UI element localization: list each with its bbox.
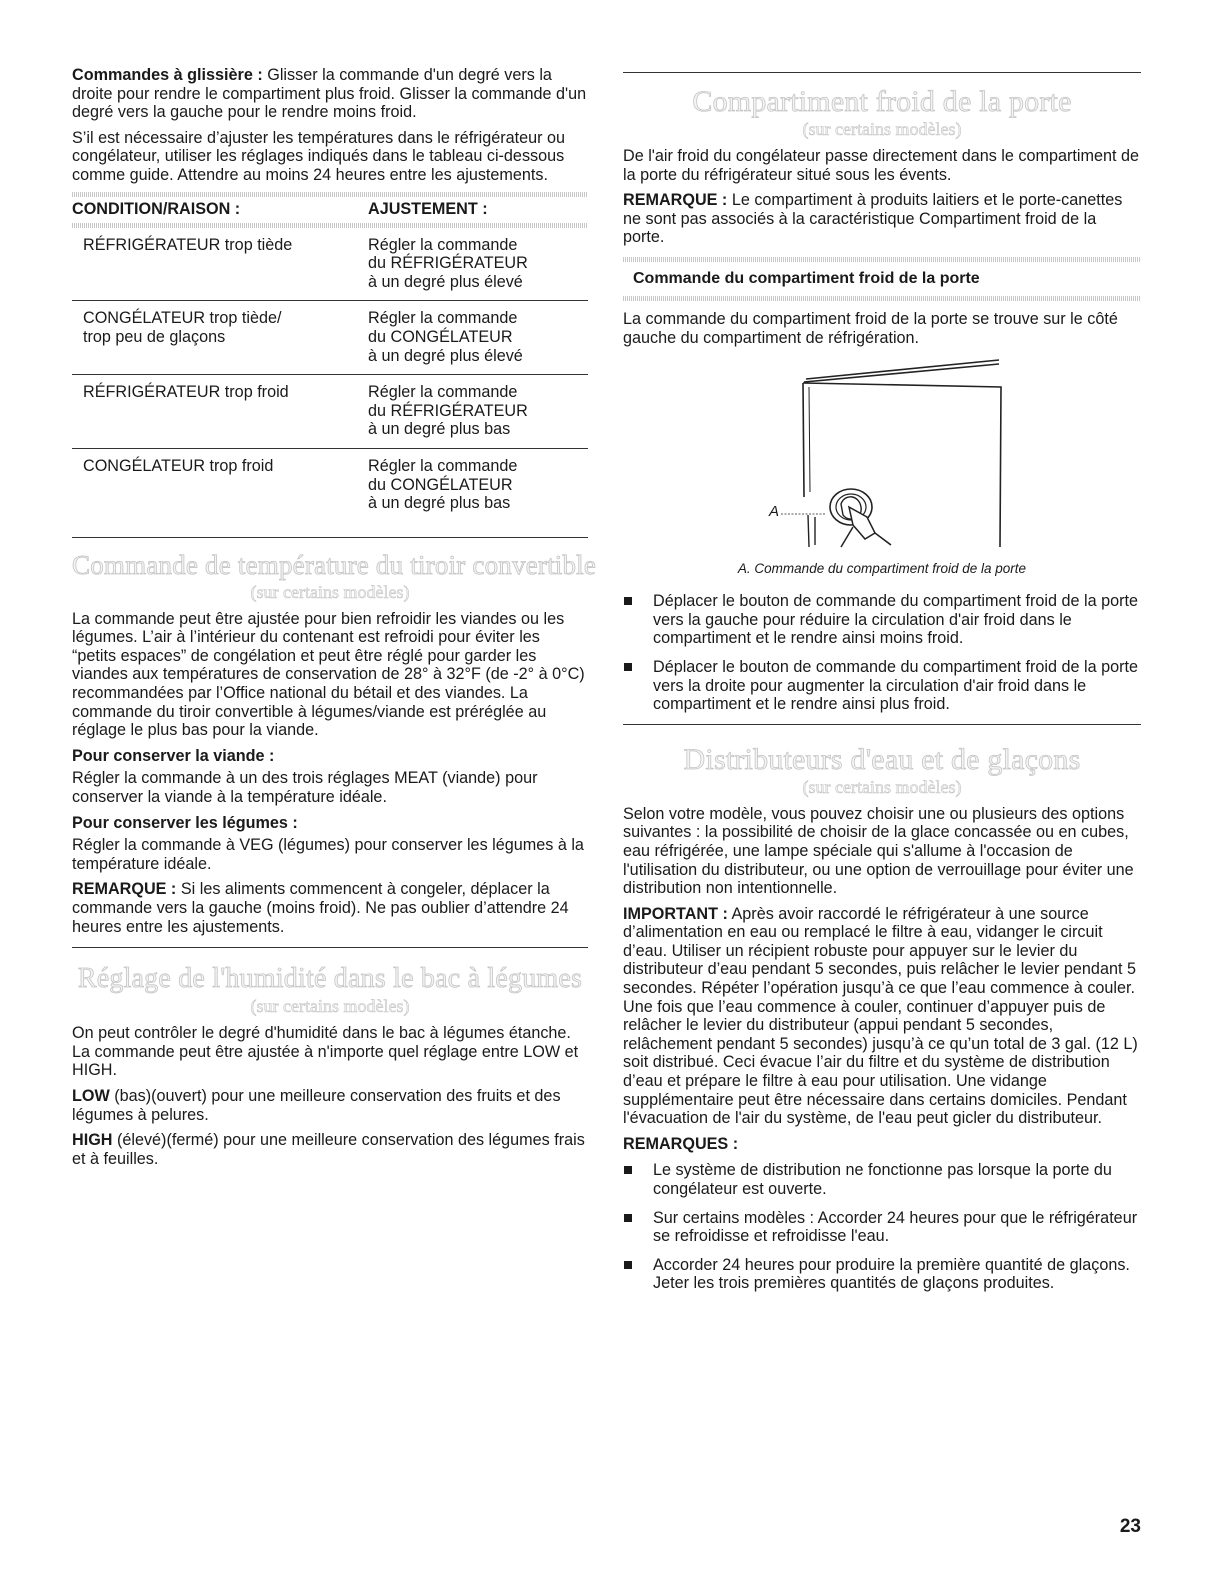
door-note: REMARQUE : Le compartiment à produits laitiers et le porte-canettes ne sont pas associés à la caractéristique Compartiment froid de la porte. xyxy=(623,191,1123,247)
table-header-row xyxy=(72,197,588,223)
adjustment-header: AJUSTEMENT : xyxy=(368,199,488,218)
list-item: Sur certains modèles : Accorder 24 heures pour que le réfrigérateur se refroidisse et refroidisse l'eau. xyxy=(623,1209,1141,1246)
slide-controls-text: Glisser la commande d'un degré vers la droite pour rendre le compartiment plus froid. Glisser la commande d'un degré vers la gauche pour le rendre moins froid. xyxy=(72,66,587,122)
high-paragraph: HIGH (élevé)(fermé) pour une meilleure conservation des légumes frais et à feuilles. xyxy=(72,1131,585,1168)
door-control-illustration xyxy=(623,357,1141,557)
condition-cell: RÉFRIGÉRATEUR trop tiède xyxy=(72,228,368,301)
door-control-paragraph: La commande du compartiment froid de la porte se trouve sur le côté gauche du compartiment de réfrigération. xyxy=(623,309,1118,347)
important-paragraph: IMPORTANT : Après avoir raccordé le réfrigérateur à une source d’alimentation en eau ou remplacé le filtre à eau, vidanger le circuit d’eau. Utiliser un récipient robuste pour appuyer sur le levier du distributeur d’eau pendant 5 secondes, puis relâcher le levier pendant 5 secondes. Répéter l’opération jusqu’à ce que l’eau commence à couler. Une fois que l’eau commence à couler, continuer d’appuyer puis de relâcher le levier du distributeur (appui pendant 5 secondes, relâchement pendant 5 secondes) jusqu’à ce qu’un total de 3 gal. (12 L) soit distribué. Ceci évacue l’air du filtre et du système de distribution d’eau et prépare le filtre à eau pour utilisation. Une vidange supplémentaire peut être nécessaire dans certains domiciles. Pendant l'évacuation de l'air du système, de l'eau peut gicler du distributeur. xyxy=(623,904,1138,1128)
adjustment-cell: Régler la commande du CONGÉLATEUR à un degré plus élevé xyxy=(368,301,588,375)
remarks-heading: REMARQUES : xyxy=(623,1134,739,1153)
door-control-subheading: Commande du compartiment froid de la porte xyxy=(633,269,980,287)
bullet-icon xyxy=(624,1261,632,1269)
table-row xyxy=(72,375,588,449)
drawer-paragraph: La commande peut être ajustée pour bien refroidir les viandes ou les légumes. L’air à l’intérieur du contenant est refroidi pour éviter les “petits espaces” de congélation et peut être réglé pour garder les viandes aux températures de conservation de 28° à 32°F (de -2° à 0°C) recommandées par l’Office national du bétail et des viandes. La commande du tiroir convertible à légumes/viande est préréglée au réglage le plus bas pour la viande. xyxy=(72,609,585,740)
bullet-icon xyxy=(624,597,632,605)
drawer-section-subtitle: (sur certains modèles) xyxy=(250,581,410,602)
list-item: Déplacer le bouton de commande du compartiment froid de la porte vers la gauche pour réduire la circulation d'air froid dans le compartiment et le rendre ainsi moins froid. xyxy=(623,592,1141,648)
dispensers-paragraph: Selon votre modèle, vous pouvez choisir une ou plusieurs des options suivantes : la possibilité de choisir de la glace concassée ou en cubes, eau réfrigérée, une lampe spéciale qui s'allume à l'occasion de l'utilisation du distributeur, ou une option de verrouillage pour éviter une distribution non intentionnelle. xyxy=(623,804,1134,898)
veg-heading: Pour conserver les légumes : xyxy=(72,813,298,832)
section-divider xyxy=(623,72,1141,73)
bullet-icon xyxy=(624,1166,632,1174)
right-column xyxy=(623,72,1141,1303)
humidity-section-title: Réglage de l'humidité dans le bac à légumes xyxy=(77,963,583,995)
table-row xyxy=(72,228,588,301)
meat-paragraph: Régler la commande à un des trois réglages MEAT (viande) pour conserver la viande à la température idéale. xyxy=(72,769,538,807)
section-divider xyxy=(72,947,588,948)
door-paragraph: De l'air froid du congélateur passe directement dans le compartiment de la porte du réfrigérateur situé sous les évents. xyxy=(623,147,1139,184)
door-section-subtitle: (sur certains modèles) xyxy=(802,119,962,139)
meat-heading: Pour conserver la viande : xyxy=(72,746,275,765)
adjustment-cell: Régler la commande du CONGÉLATEUR à un degré plus bas xyxy=(368,456,518,513)
remarks-bullet-list xyxy=(623,1161,1141,1293)
page-number: 23 xyxy=(1119,1516,1141,1537)
table-row xyxy=(72,301,588,375)
left-column xyxy=(72,66,597,1175)
dispensers-section-title: Distributeurs d'eau et de glaçons xyxy=(683,742,1081,776)
adjustment-cell: Régler la commande du RÉFRIGÉRATEUR à un degré plus bas xyxy=(368,375,588,449)
condition-cell: CONGÉLATEUR trop tiède/ trop peu de glaçons xyxy=(72,301,368,375)
condition-cell: CONGÉLATEUR trop froid xyxy=(83,456,274,475)
slide-controls-paragraph xyxy=(72,66,588,122)
slide-controls-label: Commandes à glissière : xyxy=(72,66,263,84)
bullet-icon xyxy=(624,1214,632,1222)
veg-paragraph: Régler la commande à VEG (légumes) pour conserver les légumes à la température idéale. xyxy=(72,836,584,873)
condition-header: CONDITION/RAISON : xyxy=(72,199,241,218)
bullet-icon xyxy=(624,663,632,671)
adjustment-table xyxy=(72,197,588,537)
adjust-paragraph: S’il est nécessaire d’ajuster les températures dans le réfrigérateur ou congélateur, utiliser les réglages indiqués dans le tableau ci-dessous comme guide. Attendre au moins 24 heures entre les ajustements. xyxy=(72,128,566,184)
list-item: Le système de distribution ne fonctionne pas lorsque la porte du congélateur est ouverte. xyxy=(623,1161,1141,1198)
section-divider xyxy=(72,537,588,538)
door-section-title: Compartiment froid de la porte xyxy=(692,85,1072,118)
door-figure xyxy=(623,357,1141,557)
humidity-paragraph: On peut contrôler le degré d'humidité dans le bac à légumes étanche. La commande peut être ajustée à n'importe quel réglage entre LOW et HIGH. xyxy=(72,1024,579,1080)
drawer-section-title: Commande de température du tiroir convertible xyxy=(72,549,597,580)
door-bullet-list xyxy=(623,592,1141,714)
table-row xyxy=(72,448,588,536)
figure-label-a: A xyxy=(769,503,780,521)
drawer-note: REMARQUE : Si les aliments commencent à congeler, déplacer la commande vers la gauche (moins froid). Ne pas oublier d’attendre 24 heures entre les ajustements. xyxy=(72,880,569,936)
adjustment-cell: Régler la commande du RÉFRIGÉRATEUR à un degré plus élevé xyxy=(368,228,588,301)
condition-cell: RÉFRIGÉRATEUR trop froid xyxy=(72,375,368,449)
low-paragraph: LOW (bas)(ouvert) pour une meilleure conservation des fruits et des légumes à pelures. xyxy=(72,1086,561,1124)
subhead-bottom-rule xyxy=(623,296,1141,301)
humidity-section-subtitle: (sur certains modèles) xyxy=(250,996,410,1017)
dispensers-section-subtitle: (sur certains modèles) xyxy=(802,776,962,797)
list-item: Accorder 24 heures pour produire la première quantité de glaçons. Jeter les trois premières quantités de glaçons produites. xyxy=(623,1256,1141,1293)
figure-caption: A. Commande du compartiment froid de la porte xyxy=(737,561,1027,577)
list-item: Déplacer le bouton de commande du compartiment froid de la porte vers la droite pour augmenter la circulation d'air froid dans le compartiment et le rendre ainsi plus froid. xyxy=(623,658,1141,714)
section-divider xyxy=(623,724,1141,725)
